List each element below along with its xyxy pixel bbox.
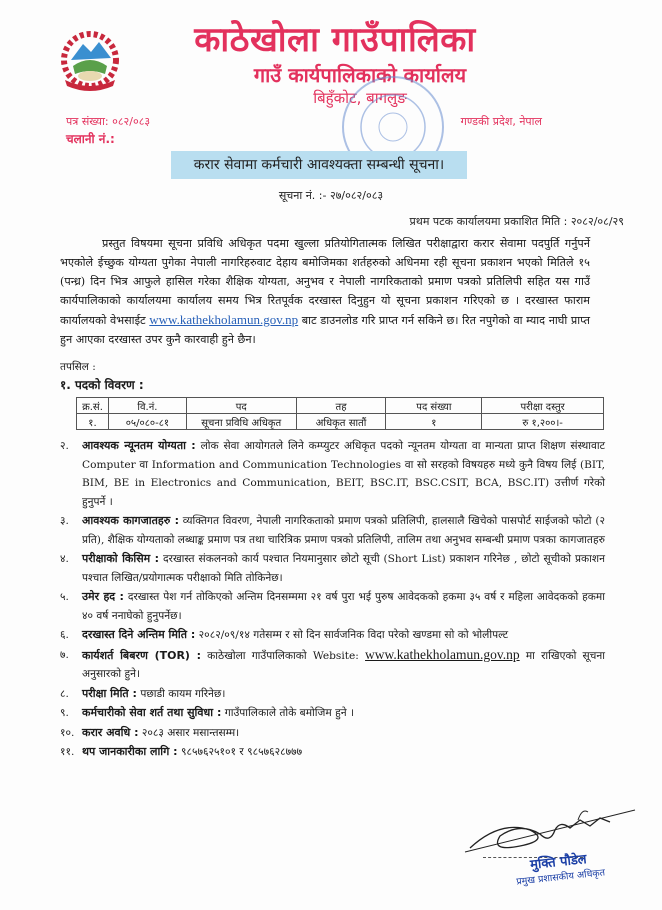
item-number: ९. bbox=[60, 707, 69, 719]
list-item bbox=[60, 704, 605, 723]
handwritten-signature-icon bbox=[460, 800, 640, 860]
office-address: बिहुँकोट, बागलुङ bbox=[313, 89, 407, 107]
intro-text-part1: प्रस्तुत विषयमा सूचना प्रविधि अधिकृत पदमा खुल्ला प्रतियोगितात्मक लिखित परीक्षाद्वारा करार सेवामा पदपुर्ति गर्नुपर्ने भएकोले ईच्छुक योग्यता पुगेका नेपाली नागरिहरुवाट देहाय बमोजिमका शर्तहरुको अधिनमा रही सूचना प्रकाशन भएको मितिले १५ (पन्ध्र) दिन भित्र आफुले हासिल गरेका शैक्षिक योग्यता, अनुभव र नेपाली नागरिकताको प्रमाण पत्रको प्रतिलिपी सहित यस गाउँ कार्यपालिकाको कार्यालयमा कार्यालय समय भित्र रितपूर्वक दरखास्त दिनुहुन यो सूचना प्रकाशन गरिएको छ । दरखास्त फाराम कार्यालयको वेभसाईट bbox=[60, 237, 590, 327]
item-text: मा राखिएको सूचना अनुसारको हुने। bbox=[82, 649, 606, 680]
item-label: परीक्षाको किसिम : bbox=[82, 552, 160, 565]
item-number: ७. bbox=[60, 648, 69, 661]
list-item bbox=[60, 743, 605, 762]
website-link[interactable]: www.kathekholamun.gov.np bbox=[149, 312, 299, 327]
published-date: प्रथम पटक कार्यालयमा प्रकाशित मिति : २०८२/०८/२९ bbox=[409, 215, 624, 228]
tor-website-link[interactable]: www.kathekholamun.gov.np bbox=[365, 646, 520, 662]
intro-paragraph bbox=[60, 234, 590, 349]
item-text: २०८३ असार मसान्तसम्म। bbox=[141, 726, 240, 739]
table-cell: रु १,२००।- bbox=[482, 414, 604, 430]
section-post-details-title: १. पदको विवरण : bbox=[60, 378, 144, 392]
item-label: आवश्यक न्यूनतम योग्यता : bbox=[82, 439, 196, 452]
list-item bbox=[60, 724, 605, 743]
item-text: काठेखोला गाउँपालिकाको Website: bbox=[207, 649, 359, 662]
list-item bbox=[60, 550, 605, 587]
table-cell: ०५/०८०-८१ bbox=[108, 414, 186, 430]
column-header: वि.नं. bbox=[108, 398, 186, 414]
item-number: ३. bbox=[60, 515, 69, 527]
item-text: गाउँपालिकाले तोके बमोजिम हुने । bbox=[224, 707, 354, 719]
table-cell: १. bbox=[77, 414, 109, 430]
table-cell: सूचना प्रविधि अधिकृत bbox=[186, 414, 296, 430]
notice-heading: करार सेवामा कर्मचारी आवश्यक्ता सम्बन्धी सूचना। bbox=[171, 151, 467, 179]
office-name: गाउँ कार्यपालिकाको कार्यालय bbox=[253, 63, 467, 87]
list-item bbox=[60, 685, 605, 704]
item-text: ९८५७६२५१०१ र ९८५७६२८७७७ bbox=[180, 746, 303, 758]
list-item bbox=[60, 626, 605, 645]
item-text: लोक सेवा आयोगतले लिने कम्प्युटर अधिकृत पदको न्यूनतम योग्यता वा मान्यता प्राप्त शिक्षण संस्थावाट Computer वा Information and Communication Technologies वा सो सरहको विषयहरु मध्ये कुनै विषय लिई (BIT, BIM, BE in Electronics and Communication, BEIT, BSC.IT, BSC.CSIT, BCA, BSC.IT) उत्तीर्ण गरेको हुनुपर्ने । bbox=[82, 440, 605, 508]
nepal-emblem-icon bbox=[55, 30, 125, 92]
item-number: ५. bbox=[60, 591, 69, 603]
item-label: उमेर हद : bbox=[82, 590, 124, 603]
item-text: दरखास्त पेश गर्न तोकिएको अन्तिम दिनसम्ममा २१ वर्ष पुरा भई पुरुष आवेदकको हकमा ३५ वर्ष र महिला आवेदकको हकमा ४० वर्ष ननाघेको हुनुपर्नेछ। bbox=[82, 591, 605, 622]
item-label: आवश्यक कागजातहरु : bbox=[82, 514, 179, 527]
intro-text-part2: बाट डाउनलोड गरि प्राप्त गर्न सकिने छ। रित नपुगेको वा म्याद नाघी प्राप्त हुन आएका दरखास्त उपर कुनै कारवाही हुने छैन। bbox=[60, 314, 590, 346]
dispatch-number: चलानी नं.: bbox=[66, 132, 115, 146]
column-header: क्र.सं. bbox=[77, 398, 109, 414]
column-header: पद bbox=[186, 398, 296, 414]
item-number: १०. bbox=[60, 726, 75, 739]
table-header-row bbox=[77, 398, 604, 414]
item-number: ४. bbox=[60, 553, 69, 565]
reference-number: पत्र संख्या: ०८२/०८३ bbox=[66, 115, 151, 128]
item-text: व्यक्तिगत विवरण, नेपाली नागरिकताको प्रमाण पत्रको प्रतिलिपी, हालसालै खिचेको पासपोर्ट साईजको फोटो (२ प्रति), शैक्षिक योग्यताको लब्धाङ्क प्रमाण पत्र तथा चारित्रिक प्रमाण पत्रको प्रतिलिपी, तालिम तथा अनुभव सम्बन्धी प्रमाण पत्रका कागजातहरु bbox=[82, 515, 605, 546]
item-text: पछाडी कायम गरिनेछ। bbox=[140, 687, 226, 700]
list-item bbox=[60, 437, 605, 511]
conditions-list bbox=[60, 437, 605, 763]
item-number: २. bbox=[60, 440, 69, 452]
column-header: परीक्षा दस्तुर bbox=[482, 398, 604, 414]
item-label: कार्यशर्त बिबरण (TOR) : bbox=[82, 648, 201, 662]
item-number: ६. bbox=[60, 629, 69, 641]
list-item bbox=[60, 588, 605, 625]
signer-name: मुक्ति पौडेल bbox=[529, 852, 588, 873]
item-number: ८. bbox=[60, 687, 69, 700]
column-header: पद संख्या bbox=[386, 398, 482, 414]
list-item bbox=[60, 646, 605, 684]
details-label: तपसिल : bbox=[60, 361, 96, 373]
item-label: परीक्षा मिति : bbox=[82, 686, 137, 700]
notice-number: सूचना नं. :- २७/०८२/०८३ bbox=[278, 189, 384, 202]
item-label: दरखास्त दिने अन्तिम मिति : bbox=[82, 628, 196, 641]
posts-table bbox=[76, 397, 604, 430]
table-cell: अधिकृत सातौं bbox=[296, 414, 386, 430]
item-label: थप जानकारीका लागि : bbox=[82, 745, 178, 758]
item-label: कर्मचारीको सेवा शर्त तथा सुविधा : bbox=[82, 706, 222, 719]
org-name: काठेखोला गाउँपालिका bbox=[194, 20, 476, 60]
column-header: तह bbox=[296, 398, 386, 414]
item-text: २०८२/०९/१४ गतेसम्म र सो दिन सार्वजनिक विदा परेको खण्डमा सो को भोलीपल्ट bbox=[198, 629, 509, 641]
list-item bbox=[60, 512, 605, 549]
table-row bbox=[77, 414, 604, 430]
item-number: ११. bbox=[60, 746, 75, 758]
table-cell: १ bbox=[386, 414, 482, 430]
item-label: करार अवधि : bbox=[82, 725, 139, 739]
signer-title: प्रमुख प्रशासकीय अधिकृत bbox=[515, 867, 606, 888]
item-text: दरखास्त संकलनको कार्य पश्चात नियमानुसार छोटो सूची (Short List) प्रकाशन गरिनेछ , छोटो सूचीको प्रकाशन पश्चात लिखित/प्रयोगात्मक परीक्षाको मिति तोकिनेछ। bbox=[82, 553, 605, 584]
province-label: गण्डकी प्रदेश, नेपाल bbox=[460, 115, 542, 128]
